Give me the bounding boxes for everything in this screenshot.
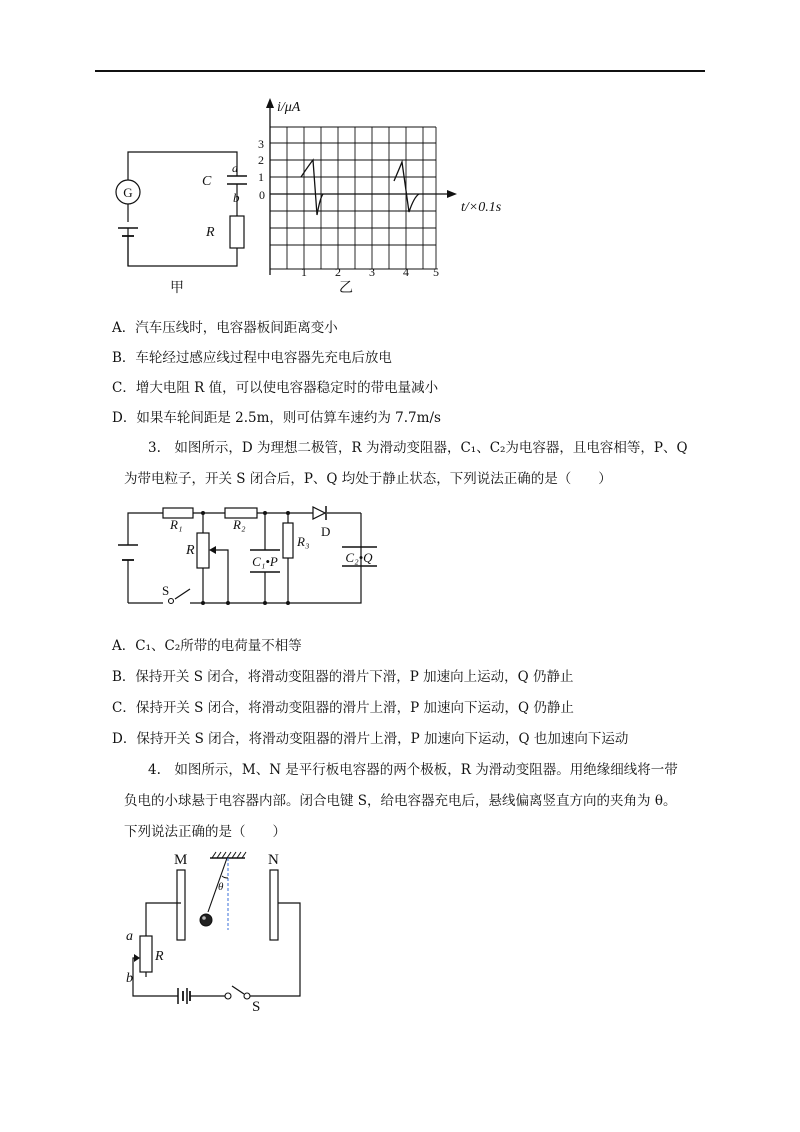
q2-option-b: B．车轮经过感应线过程中电容器先充电后放电: [112, 350, 392, 366]
y-tick-2: 2: [258, 153, 264, 167]
plate-m: [177, 870, 185, 940]
label-r2: R₂: [233, 517, 246, 532]
capacitor-label: C: [202, 174, 212, 189]
diode-triangle: [313, 507, 325, 519]
current-time-graph: [225, 95, 525, 300]
switch-lever: [175, 589, 190, 599]
q3-option-c: C．保持开关 S 闭合，将滑动变阻器的滑片上滑，P 加速向下运动，Q 仍静止: [112, 700, 574, 716]
label-b: b: [126, 971, 133, 986]
y-tick-3: 3: [258, 137, 264, 151]
label-c1p: C₁•P: [252, 554, 278, 569]
plate-a-label: a: [232, 161, 238, 175]
x-tick-3: 3: [369, 265, 375, 279]
rheostat-slider-arrow: [209, 546, 216, 554]
capacitor-pendulum-diagram: [110, 848, 340, 1015]
q3-stem-line1: 3. 如图所示，D 为理想二极管，R 为滑动变阻器，C₁、C₂为电容器，且电容相等，P、Q: [148, 440, 688, 456]
y-tick-0: 0: [259, 188, 265, 202]
x-tick-1: 1: [301, 265, 307, 279]
rheostat-slider-arrow: [134, 954, 140, 962]
circuit-diagram-q3: [115, 498, 385, 610]
x-tick-2: 2: [335, 265, 341, 279]
q4-stem-line3: 下列说法正确的是（ ）: [124, 824, 286, 840]
switch-lever: [232, 986, 244, 994]
label-r: R: [155, 949, 164, 964]
wire-bottom: [128, 228, 237, 266]
q3-option-b: B．保持开关 S 闭合，将滑动变阻器的滑片下滑，P 加速向上运动，Q 仍静止: [112, 669, 574, 685]
label-r1: R₁: [170, 517, 183, 532]
switch-pivot: [169, 599, 174, 604]
rheostat-r: [140, 936, 152, 972]
plate-b-label: b: [233, 190, 240, 205]
caption-yi: 乙: [339, 281, 353, 296]
rheostat-r: [197, 533, 209, 568]
header-rule: [95, 70, 705, 72]
label-r3: R₃: [297, 534, 310, 549]
label-theta: θ: [218, 881, 224, 893]
current-pulse-2: [394, 162, 419, 212]
y-axis-label: i/μA: [277, 100, 301, 115]
resistor-label: R: [206, 225, 215, 240]
galvanometer-label: G: [123, 185, 133, 200]
q3-option-d: D．保持开关 S 闭合，将滑动变阻器的滑片上滑，P 加速向下运动，Q 也加速向下运动: [112, 731, 629, 747]
q4-stem-line1: 4. 如图所示，M、N 是平行板电容器的两个极板，R 为滑动变阻器。用绝缘细线将一带: [148, 762, 678, 778]
wire-top: [128, 152, 237, 180]
y-tick-1: 1: [258, 170, 264, 184]
label-c2q: C₂•Q: [345, 550, 373, 565]
label-a: a: [126, 929, 133, 944]
caption-jia: 甲: [170, 281, 184, 296]
q2-option-d: D．如果车轮间距是 2.5m，则可估算车速约为 7.7m/s: [112, 410, 441, 426]
y-axis-arrow: [266, 98, 274, 108]
x-tick-4: 4: [403, 265, 409, 279]
label-s: S: [252, 999, 261, 1015]
switch-pivot-right: [244, 993, 250, 999]
label-d: D: [321, 524, 331, 539]
q2-option-c: C．增大电阻 R 值，可以使电容器稳定时的带电量减小: [112, 380, 439, 396]
grid: [270, 127, 436, 269]
charged-ball: [200, 914, 212, 926]
label-n: N: [268, 852, 279, 868]
x-tick-5: 5: [433, 265, 439, 279]
q3-option-a: A．C₁、C₂所带的电荷量不相等: [112, 638, 302, 654]
label-s: S: [162, 583, 170, 598]
q2-option-a: A．汽车压线时，电容器板间距离变小: [112, 320, 338, 336]
plate-n: [270, 870, 278, 940]
resistor-r3: [283, 523, 293, 558]
q4-stem-line2: 负电的小球悬于电容器内部。闭合电键 S，给电容器充电后，悬线偏离竖直方向的夹角为 θ。: [124, 793, 677, 809]
label-r: R: [186, 543, 195, 558]
switch-pivot-left: [225, 993, 231, 999]
x-axis-label: t/×0.1s: [461, 200, 502, 215]
label-m: M: [174, 852, 188, 868]
angle-arc: [222, 876, 228, 878]
x-axis-arrow: [447, 190, 457, 198]
ceiling-hatch: [212, 852, 246, 858]
q3-stem-line2: 为带电粒子，开关 S 闭合后，P、Q 均处于静止状态，下列说法正确的是（ ）: [124, 471, 612, 487]
